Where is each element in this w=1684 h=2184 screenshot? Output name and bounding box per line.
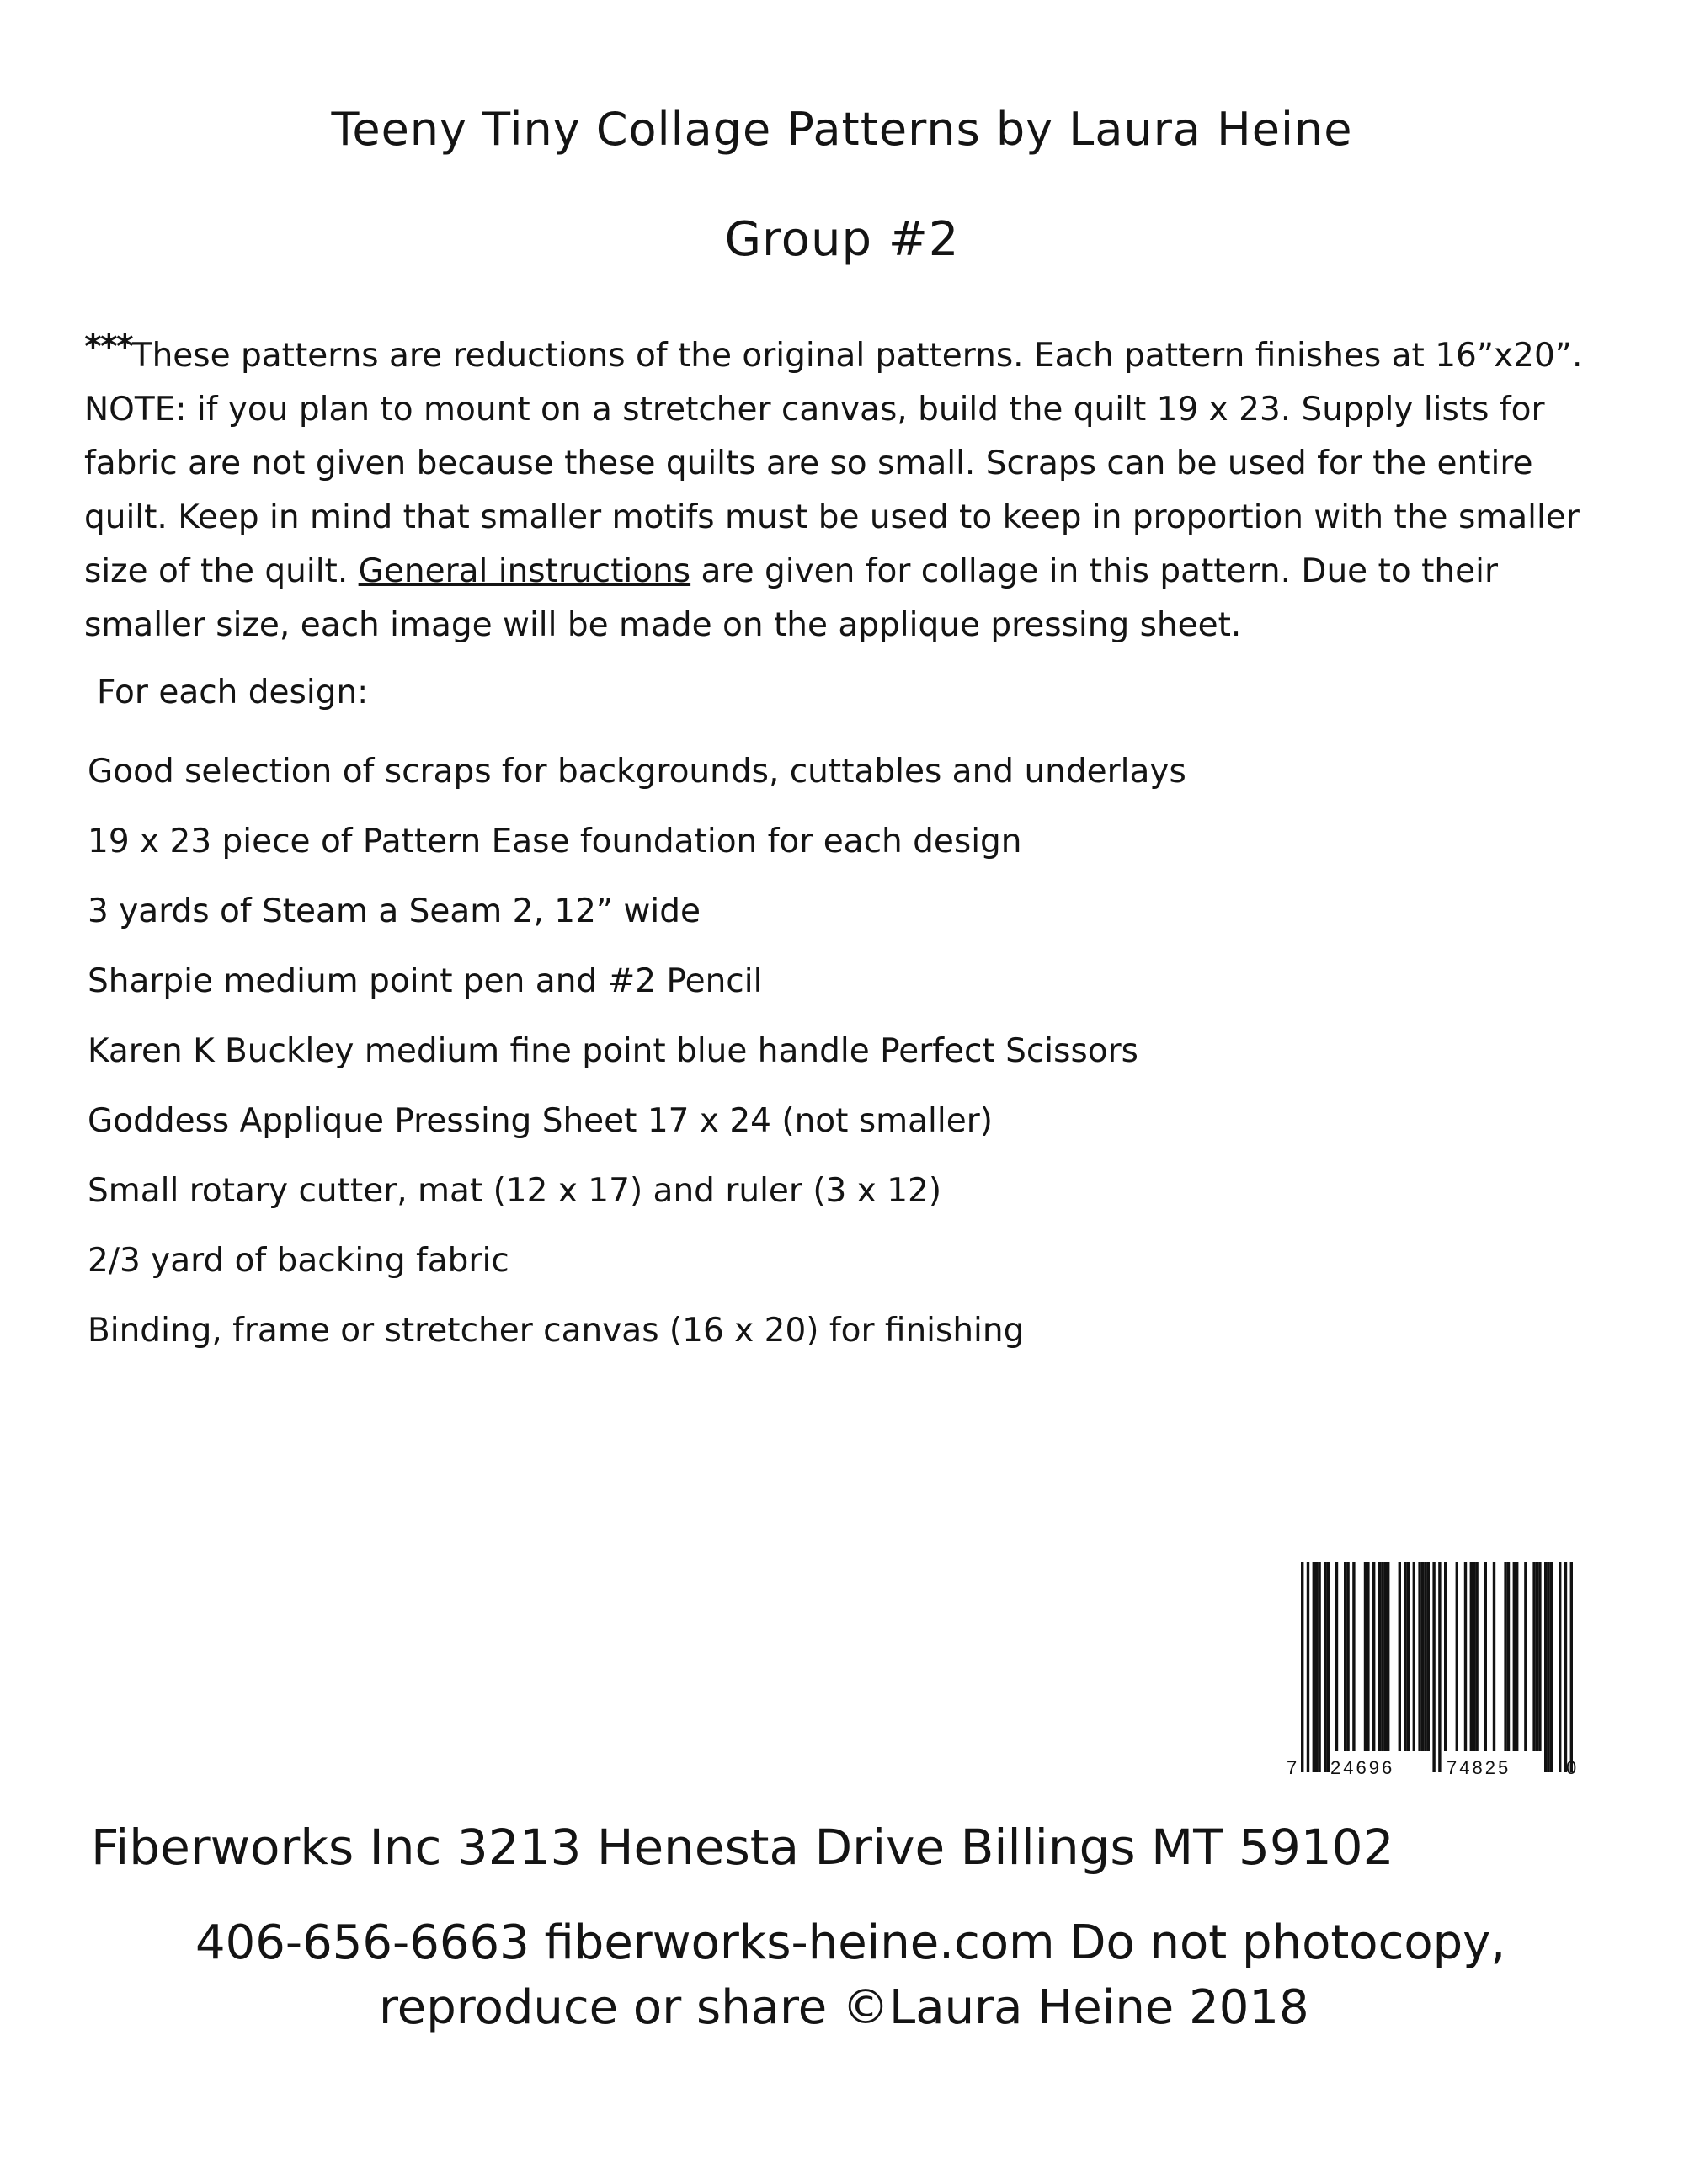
supply-item: Sharpie medium point pen and #2 Pencil: [88, 962, 763, 1000]
upc-barcode: [1280, 1562, 1583, 1785]
supply-item: Karen K Buckley medium fine point blue handle Perfect Scissors: [88, 1032, 1138, 1070]
barcode-bar: [1538, 1562, 1541, 1751]
barcode-right-digits: 74825: [1447, 1757, 1511, 1778]
barcode-bar: [1313, 1562, 1315, 1772]
barcode-bar: [1367, 1562, 1369, 1751]
intro-text-part-1: These patterns are reductions of the original patterns. Each pattern finishes at 16”x20”. NOTE: if you plan to mount on a stretcher canvas, build the quilt 19 x 23. Supply lists for fabric are not given because these quilts are so small. Scraps can be used for the entire quilt. Keep in mind that smaller motifs must be used to keep in proportion with the smaller size of the quilt.: [84, 337, 1583, 590]
barcode-bar: [1507, 1562, 1510, 1751]
barcode-bar: [1524, 1562, 1527, 1751]
supply-item: Binding, frame or stretcher canvas (16 x 20) for finishing: [88, 1312, 1025, 1350]
barcode-bar: [1335, 1562, 1338, 1751]
barcode-bar: [1516, 1562, 1518, 1751]
barcode-bar: [1544, 1562, 1547, 1772]
intro-stars: ***: [84, 328, 132, 366]
barcode-bar: [1504, 1562, 1506, 1751]
supplies-heading: For each design:: [97, 674, 369, 711]
barcode-bar: [1384, 1562, 1387, 1751]
barcode-bar: [1378, 1562, 1381, 1751]
intro-paragraph: [84, 320, 1591, 653]
barcode-bar: [1399, 1562, 1401, 1751]
barcode-bar: [1484, 1562, 1487, 1751]
barcode-bar: [1570, 1562, 1573, 1772]
barcode-bar: [1421, 1562, 1424, 1751]
barcode-bar: [1475, 1562, 1478, 1751]
barcode-bar: [1346, 1562, 1349, 1751]
barcode-bar: [1352, 1562, 1355, 1751]
barcode-lead-digit: 7: [1287, 1757, 1298, 1778]
barcode-bar: [1427, 1562, 1430, 1751]
page-title: Teeny Tiny Collage Patterns by Laura Heine: [331, 103, 1353, 156]
barcode-bar: [1364, 1562, 1367, 1751]
supply-item: 2/3 yard of backing fabric: [88, 1242, 509, 1280]
barcode-bar: [1564, 1562, 1567, 1772]
barcode-bar: [1372, 1562, 1375, 1751]
barcode-bar: [1559, 1562, 1561, 1772]
barcode-bar: [1424, 1562, 1426, 1751]
intro-text-part-2: are given for collage in this pattern. Due to their smaller size, each image will be made on the applique pressing sheet.: [84, 552, 1498, 644]
barcode-bars: [1301, 1562, 1573, 1772]
barcode-bar: [1315, 1562, 1318, 1772]
barcode-bar: [1513, 1562, 1516, 1751]
barcode-bar: [1493, 1562, 1495, 1751]
publisher-address: Fiberworks Inc 3213 Henesta Drive Billings MT 59102: [91, 1819, 1394, 1876]
barcode-bar: [1547, 1562, 1549, 1772]
barcode-bar: [1381, 1562, 1383, 1751]
barcode-left-digits: 24696: [1330, 1757, 1395, 1778]
barcode-bar: [1344, 1562, 1346, 1751]
supply-item: 19 x 23 piece of Pattern Ease foundation for each design: [88, 823, 1022, 860]
barcode-bar: [1418, 1562, 1420, 1751]
barcode-bar: [1432, 1562, 1435, 1772]
barcode-bar: [1470, 1562, 1473, 1751]
barcode-bar: [1324, 1562, 1326, 1772]
barcode-bar: [1307, 1562, 1309, 1772]
barcode-check-digit: 0: [1566, 1757, 1577, 1778]
supply-list: [88, 747, 1186, 1376]
publisher-contact: 406-656-6663 fiberworks-heine.com Do not photocopy,: [195, 1915, 1506, 1970]
barcode-bar: [1404, 1562, 1406, 1751]
barcode-bar: [1413, 1562, 1415, 1751]
barcode-bar: [1532, 1562, 1535, 1751]
supply-item: Small rotary cutter, mat (12 x 17) and ruler (3 x 12): [88, 1172, 942, 1210]
supply-item: Goddess Applique Pressing Sheet 17 x 24 (not smaller): [88, 1102, 993, 1140]
barcode-bar: [1473, 1562, 1475, 1751]
barcode-bar: [1387, 1562, 1389, 1751]
general-instructions-link: General instructions: [358, 552, 691, 590]
barcode-bar: [1407, 1562, 1410, 1751]
barcode-bar: [1550, 1562, 1553, 1772]
copyright-notice: reproduce or share ©Laura Heine 2018: [379, 1980, 1309, 2035]
barcode-bar: [1456, 1562, 1458, 1751]
barcode-bar: [1318, 1562, 1320, 1772]
barcode-bar: [1464, 1562, 1467, 1751]
supply-item: 3 yards of Steam a Seam 2, 12” wide: [88, 892, 701, 930]
barcode-bar: [1444, 1562, 1447, 1751]
barcode-bar: [1536, 1562, 1538, 1751]
supply-item: Good selection of scraps for backgrounds, cuttables and underlays: [88, 753, 1186, 791]
barcode-bar: [1327, 1562, 1330, 1772]
barcode-bar: [1438, 1562, 1441, 1772]
page-subtitle: Group #2: [724, 212, 960, 267]
barcode-bar: [1301, 1562, 1303, 1772]
